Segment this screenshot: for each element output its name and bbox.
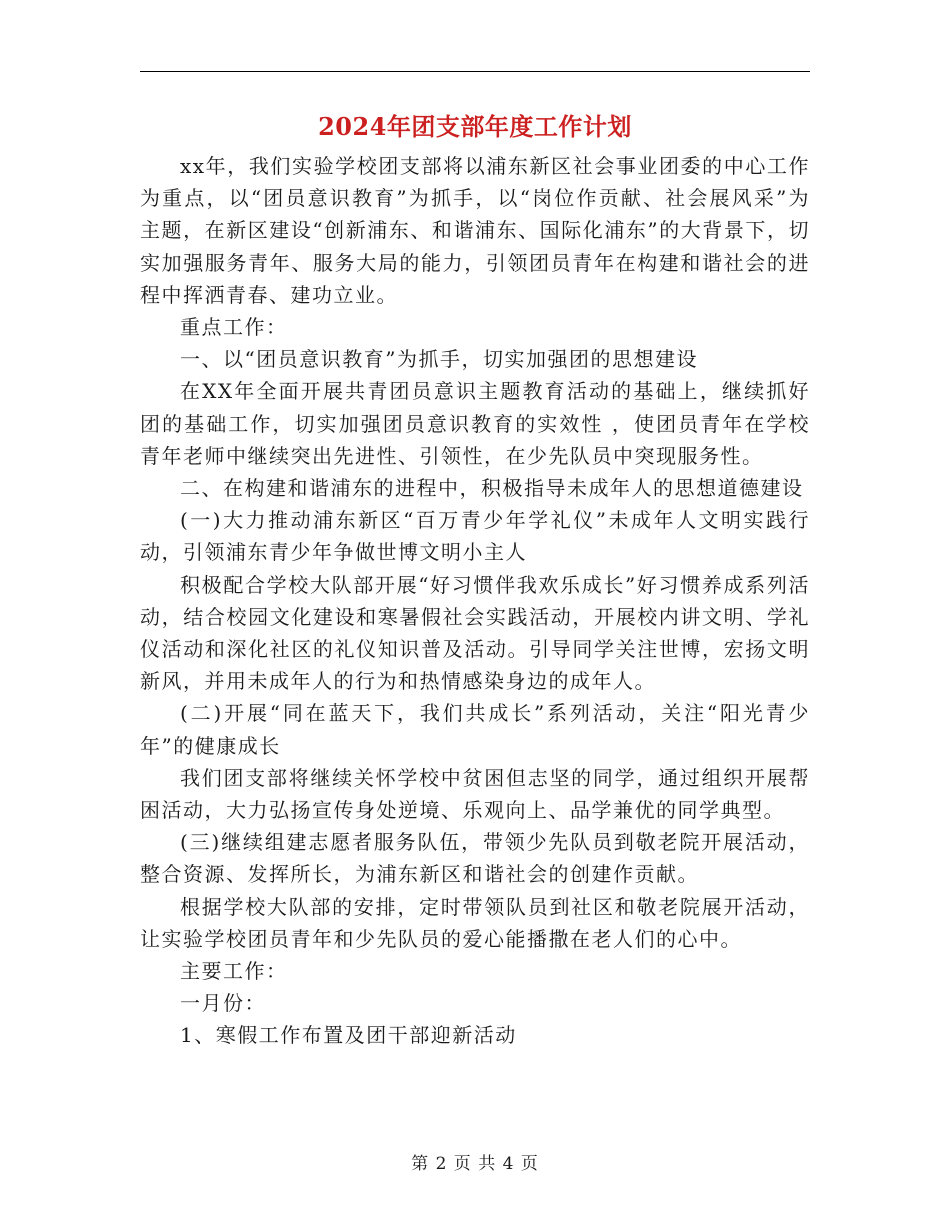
heading-section-2: 二、在构建和谐浦东的进程中，积极指导未成年人的思想道德建设 [180,476,804,501]
page-footer [140,1152,810,1176]
paragraph-subsection-2: 我们团支部将继续关怀学校中贫困但志坚的同学，通过组织开展帮困活动，大力弘扬宣传身处逆境、乐观向上、品学兼优的同学典型。 [140,765,810,823]
heading-main-work: 主要工作： [180,959,288,984]
heading-subsection-1: (一)大力推动浦东新区“百万青少年学礼仪”未成年人文明实践行动，引领浦东青少年争做世博文明小主人 [140,508,810,565]
document-body [140,150,810,1052]
paragraph-intro: xx年，我们实验学校团支部将以浦东新区社会事业团委的中心工作为重点，以“团员意识教育”为抓手，以“岗位作贡献、社会展风采”为主题，在新区建设“创新浦东、和谐浦东、国际化浦东”的大背景下，切实加强服务青年、服务大局的能力，引领团员青年在构建和谐社会的进程中挥洒青春、建功立业。 [140,154,810,307]
header-rule [140,71,810,72]
page-number-label: 第 2 页 共 4 页 [411,1154,539,1174]
heading-section-1: 一、以“团员意识教育”为抓手，切实加强团的思想建设 [180,347,698,372]
heading-subsection-3: (三)继续组建志愿者服务队伍，带领少先队员到敬老院开展活动，整合资源、发挥所长，为浦东新区和谐社会的创建作贡献。 [140,830,810,887]
list-item-january-1: 1、寒假工作布置及团干部迎新活动 [180,1023,517,1048]
paragraph-subsection-3: 根据学校大队部的安排，定时带领队员到社区和敬老院展开活动，让实验学校团员青年和少先队员的爱心能播撒在老人们的心中。 [140,894,810,951]
paragraph-section-1: 在XX年全面开展共青团员意识主题教育活动的基础上，继续抓好团的基础工作，切实加强团员意识教育的实效性 ，使团员青年在学校青年老师中继续突出先进性、引领性，在少先队员中突现服务性。 [140,379,810,468]
heading-subsection-2: (二)开展“同在蓝天下，我们共成长”系列活动，关注“阳光青少年”的健康成长 [140,701,810,758]
heading-key-work: 重点工作： [180,315,288,340]
heading-january: 一月份： [180,991,266,1016]
document-title: 2024年团支部年度工作计划 [318,112,632,141]
paragraph-subsection-1: 积极配合学校大队部开展“好习惯伴我欢乐成长”好习惯养成系列活动，结合校园文化建设和寒暑假社会实践活动，开展校内讲文明、学礼仪活动和深化社区的礼仪知识普及活动。引导同学关注世博，宏扬文明新风，并用未成年人的行为和热情感染身边的成年人。 [140,572,810,694]
